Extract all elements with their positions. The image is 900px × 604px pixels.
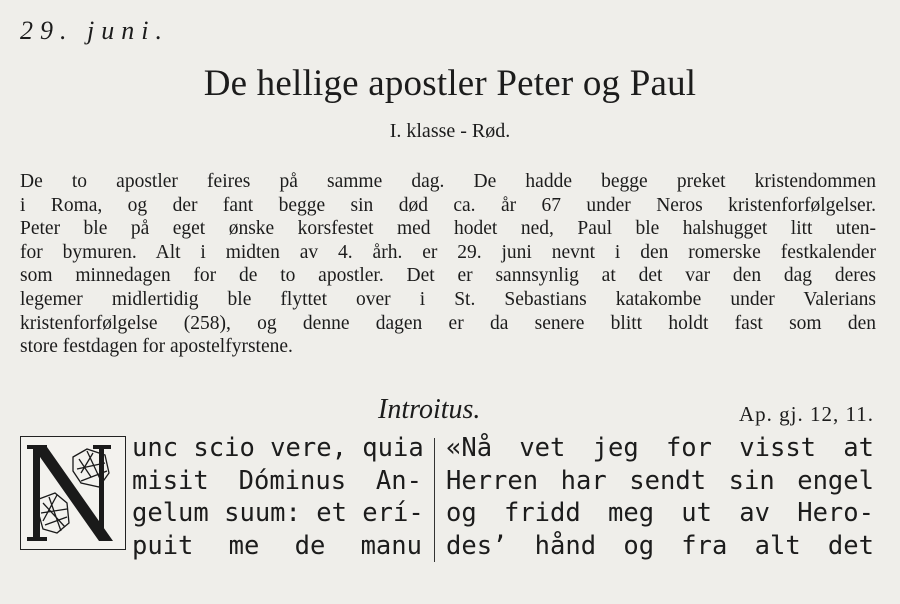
- norwegian-line: og fridd meg ut av Hero-: [446, 498, 874, 528]
- intro-line: legemer midlertidig ble flyttet over i St. Sebastians katakombe under Valerians: [20, 288, 876, 310]
- latin-line: puit me de manu: [132, 530, 422, 561]
- intro-line: i Roma, og der fant begge sin død ca. år 67 under Neros kristenforfølgelser.: [20, 194, 876, 216]
- latin-text: [132, 432, 422, 562]
- scripture-reference: Ap. gj. 12, 11.: [739, 402, 874, 426]
- intro-line: De to apostler feires på samme dag. De hadde begge preket kristendommen: [20, 171, 876, 192]
- ornament-initial-icon: [21, 437, 125, 549]
- intro-line: kristenforfølgelse (258), og denne dagen er da senere blitt holdt fast som den: [20, 312, 876, 334]
- column-divider: [434, 438, 435, 562]
- intro-line: Peter ble på eget ønske korsfestet med hodet ned, Paul ble halshugget litt uten-: [20, 218, 876, 240]
- latin-line: misit Dóminus An-: [132, 465, 422, 496]
- norwegian-text: [446, 432, 874, 562]
- decorated-initial: [20, 436, 126, 550]
- feast-class: I. klasse - Rød.: [389, 120, 511, 142]
- intro-line: store festdagen for apostelfyrstene.: [20, 336, 293, 358]
- svg-text:N: N: [73, 541, 77, 546]
- norwegian-line: Herren har sendt sin engel: [446, 465, 874, 496]
- intro-line: for bymuren. Alt i midten av 4. årh. er 29. juni nevnt i den romerske festkalender: [20, 241, 876, 263]
- page-title: De hellige apostler Peter og Paul: [203, 63, 697, 104]
- latin-line: gelum suum: et erí-: [132, 498, 424, 528]
- intro-line: som minnedagen for de to apostler. Det er sannsynlig at det var den dag deres: [20, 265, 876, 287]
- intro-paragraph: [20, 170, 876, 359]
- norwegian-line: «Nå vet jeg for visst at: [446, 433, 874, 463]
- latin-line: unc scio vere, quia: [132, 433, 424, 463]
- page-date: 29. juni.: [20, 16, 169, 45]
- introitus-heading: Introitus.: [378, 394, 481, 425]
- norwegian-line: des’ hånd og fra alt det: [446, 530, 874, 561]
